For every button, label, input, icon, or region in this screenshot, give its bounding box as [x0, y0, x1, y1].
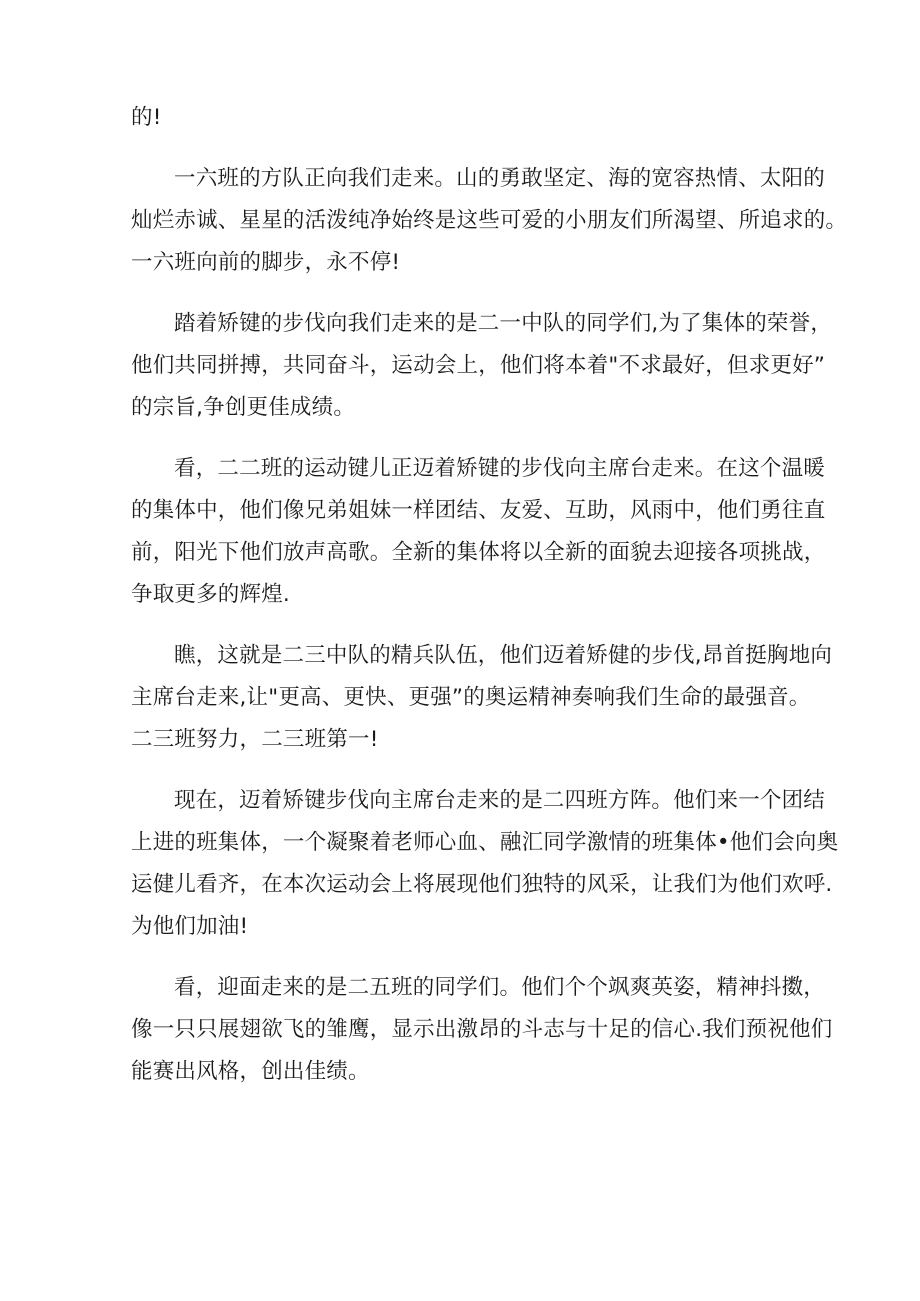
paragraph-line: 主席台走来,让"更高、更快、更强”的奥运精神奏响我们生命的最强音。: [131, 685, 811, 710]
paragraph-line: 灿烂赤诚、星星的活泼纯净始终是这些可爱的小朋友们所渴望、所追求的。: [131, 208, 848, 233]
paragraph-line: 二三班努力，二三班第一!: [131, 727, 379, 752]
paragraph-line: 看，迎面走来的是二五班的同学们。他们个个飒爽英姿，精神抖擞，: [174, 975, 826, 1000]
paragraph-line: 他们共同拼搏，共同奋斗，运动会上，他们将本着"不求最好，但求更好”: [131, 353, 826, 378]
paragraph-6: [131, 780, 839, 948]
paragraph-line: 争取更多的辉煌.: [131, 582, 290, 607]
paragraph-line: 像一只只展翅欲飞的雏鹰，显示出激昂的斗志与十足的信心.我们预祝他们: [131, 1017, 833, 1042]
paragraph-line: 瞧，这就是二三中队的精兵队伍，他们迈着矫健的步伐,昂首挺胸地向: [174, 643, 833, 668]
paragraph-line: 看，二二班的运动键儿正迈着矫键的步伐向主席台走来。在这个温暖: [174, 456, 826, 481]
paragraph-line: 的!: [131, 105, 162, 130]
paragraph-line: 前，阳光下他们放声高歌。全新的集体将以全新的面貌去迎接各项挑战，: [131, 540, 826, 565]
paragraph-line: 的宗旨,争创更佳成绩。: [131, 395, 356, 420]
paragraph-2: [131, 158, 848, 284]
paragraph-line: 现在，迈着矫键步伐向主席台走来的是二四班方阵。他们来一个团结: [174, 788, 826, 813]
paragraph-line: 踏着矫键的步伐向我们走来的是二一中队的同学们,为了集体的荣誉，: [174, 311, 833, 336]
paragraph-7: [131, 967, 833, 1093]
paragraph-5: [131, 635, 833, 761]
paragraph-line: 运健儿看齐，在本次运动会上将展现他们独特的风采，让我们为他们欢呼.: [131, 872, 833, 897]
paragraph-4: [131, 448, 826, 616]
paragraph-line: 为他们加油!: [131, 914, 249, 939]
paragraph-line: 一六班向前的脚步，永不停!: [131, 250, 401, 275]
document-body: [131, 97, 848, 1112]
paragraph-1: [131, 97, 783, 139]
paragraph-line: 的集体中，他们像兄弟姐妹一样团结、友爱、互助，风雨中，他们勇往直: [131, 498, 826, 523]
paragraph-line: 能赛出风格，创出佳绩。: [131, 1059, 370, 1084]
paragraph-line: 一六班的方队正向我们走来。山的勇敢坚定、海的宽容热情、太阳的: [174, 166, 826, 191]
paragraph-3: [131, 303, 833, 429]
paragraph-line: 上进的班集体，一个凝聚着老师心血、融汇同学激情的班集体•他们会向奥: [131, 830, 839, 855]
